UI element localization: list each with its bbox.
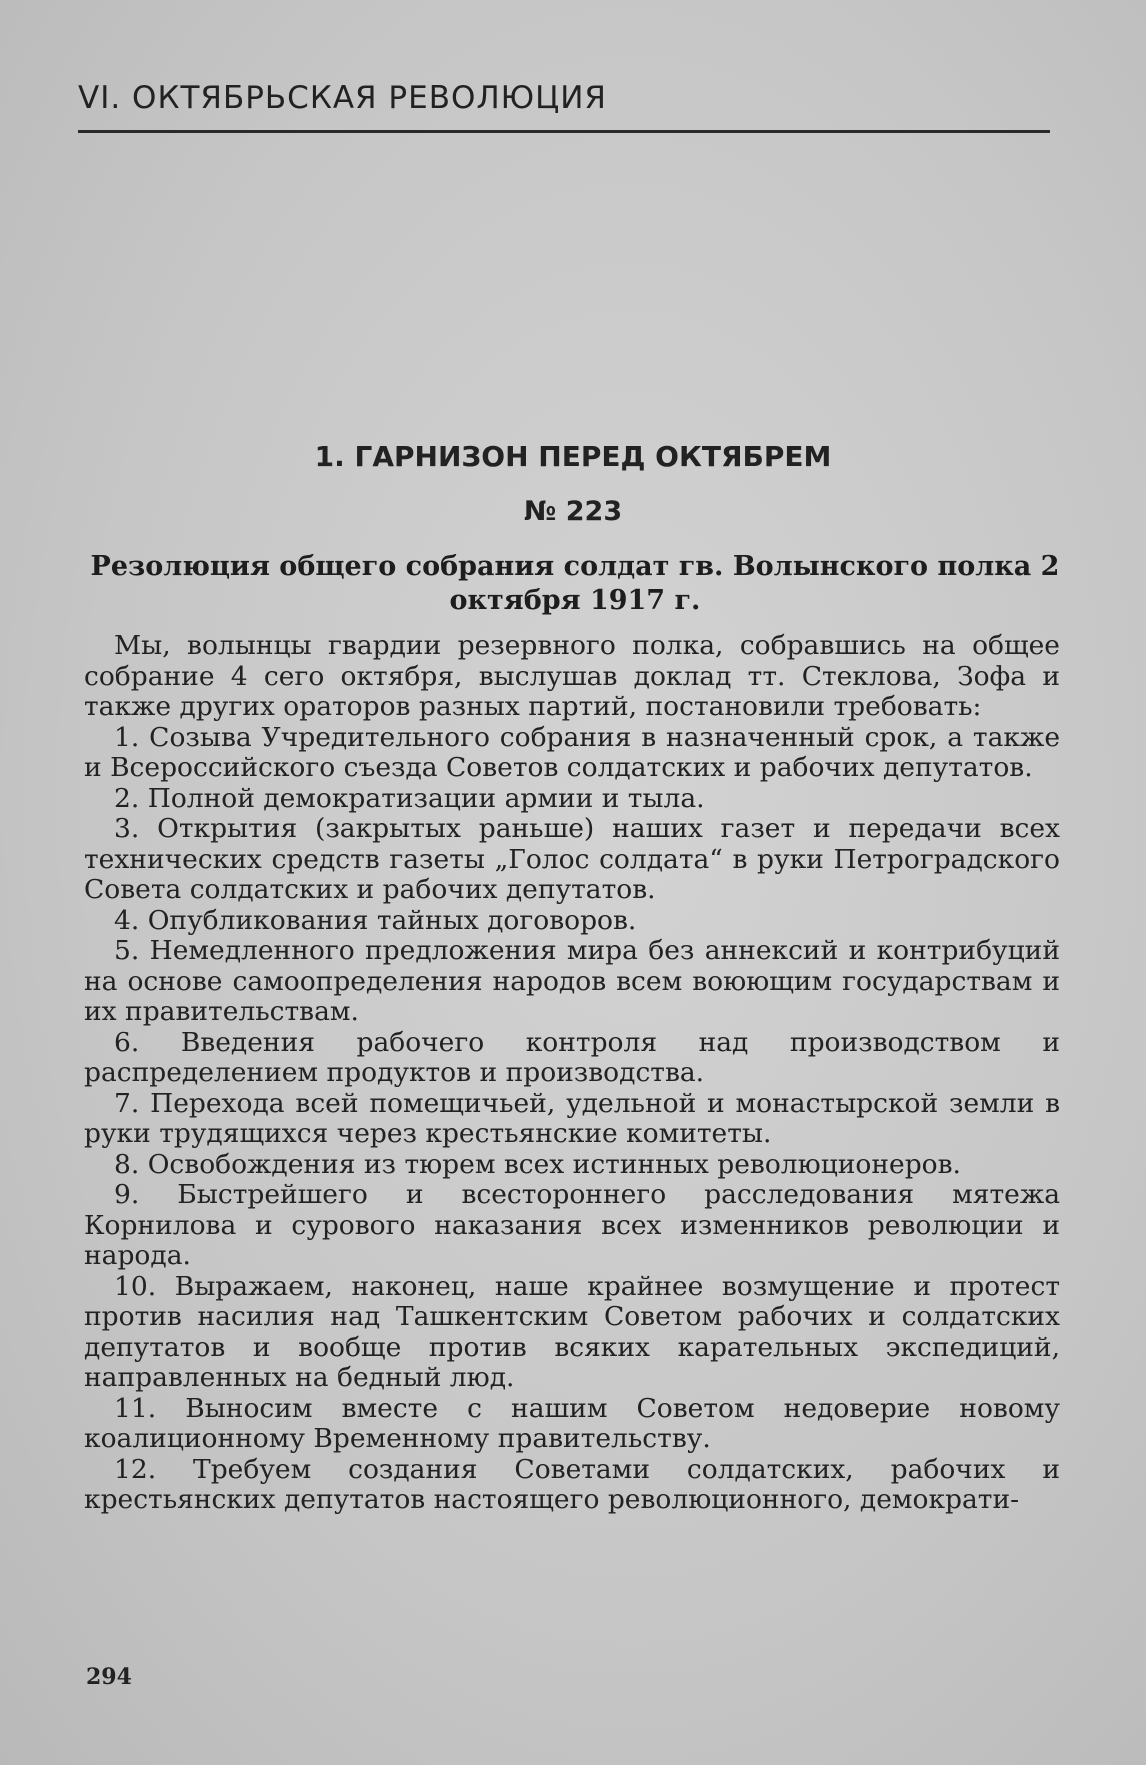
- intro-paragraph: Мы, волынцы гвардии резервного полка, собравшись на общее собрание 4 сего октября, выслушав доклад тт. Стеклова, Зофа и также других ораторов разных партий, постановили требовать:: [84, 630, 1060, 722]
- running-head: VI. ОКТЯБРЬСКАЯ РЕВОЛЮЦИЯ: [78, 80, 607, 116]
- demand-item: 11. Выносим вместе с нашим Советом недоверие новому коалиционному Временному правительству.: [84, 1392, 1060, 1454]
- resolution-body: [84, 631, 1060, 1516]
- demand-item: 7. Перехода всей помещичьей, удельной и монастырской земли в руки трудящихся через крестьянские комитеты.: [84, 1087, 1060, 1149]
- document-number: № 223: [523, 496, 623, 527]
- header-rule: [78, 130, 1050, 133]
- demand-item: 12. Требуем создания Советами солдатских, рабочих и крестьянских депутатов настоящего революционного, демократи-: [84, 1453, 1060, 1515]
- demand-item: 2. Полной демократизации армии и тыла.: [114, 782, 705, 814]
- demand-item: 10. Выражаем, наконец, наше крайнее возмущение и протест против насилия над Ташкентским Советом рабочих и солдатских депутатов и вообще против всяких карательных экспедиций, направленных на бедный люд.: [84, 1270, 1060, 1393]
- section-title: 1. ГАРНИЗОН ПЕРЕД ОКТЯБРЕМ: [314, 440, 832, 473]
- document-title: Резолюция общего собрания солдат гв. Волынского полка 2 октября 1917 г.: [90, 551, 1060, 616]
- demand-item: 8. Освобождения из тюрем всех истинных революционеров.: [114, 1148, 961, 1180]
- demand-item: 9. Быстрейшего и всестороннего расследования мятежа Корнилова и сурового наказания всех изменников революции и народа.: [84, 1179, 1060, 1271]
- demand-item: 1. Созыва Учредительного собрания в назначенный срок, а также и Всероссийского съезда Советов солдатских и рабочих депутатов.: [84, 721, 1060, 783]
- demand-item: 5. Немедленного предложения мира без аннексий и контрибуций на основе самоопределения народов всем воюющим государствам и их правительствам.: [84, 935, 1060, 1027]
- demand-item: 6. Введения рабочего контроля над производством и распределением продуктов и производства.: [84, 1026, 1060, 1088]
- page-number: 294: [86, 1664, 132, 1690]
- demand-item: 4. Опубликования тайных договоров.: [114, 904, 637, 936]
- demand-item: 3. Открытия (закрытых раньше) наших газет и передачи всех технических средств газеты „Голос солдата“ в руки Петроградского Совета солдатских и рабочих депутатов.: [84, 813, 1060, 905]
